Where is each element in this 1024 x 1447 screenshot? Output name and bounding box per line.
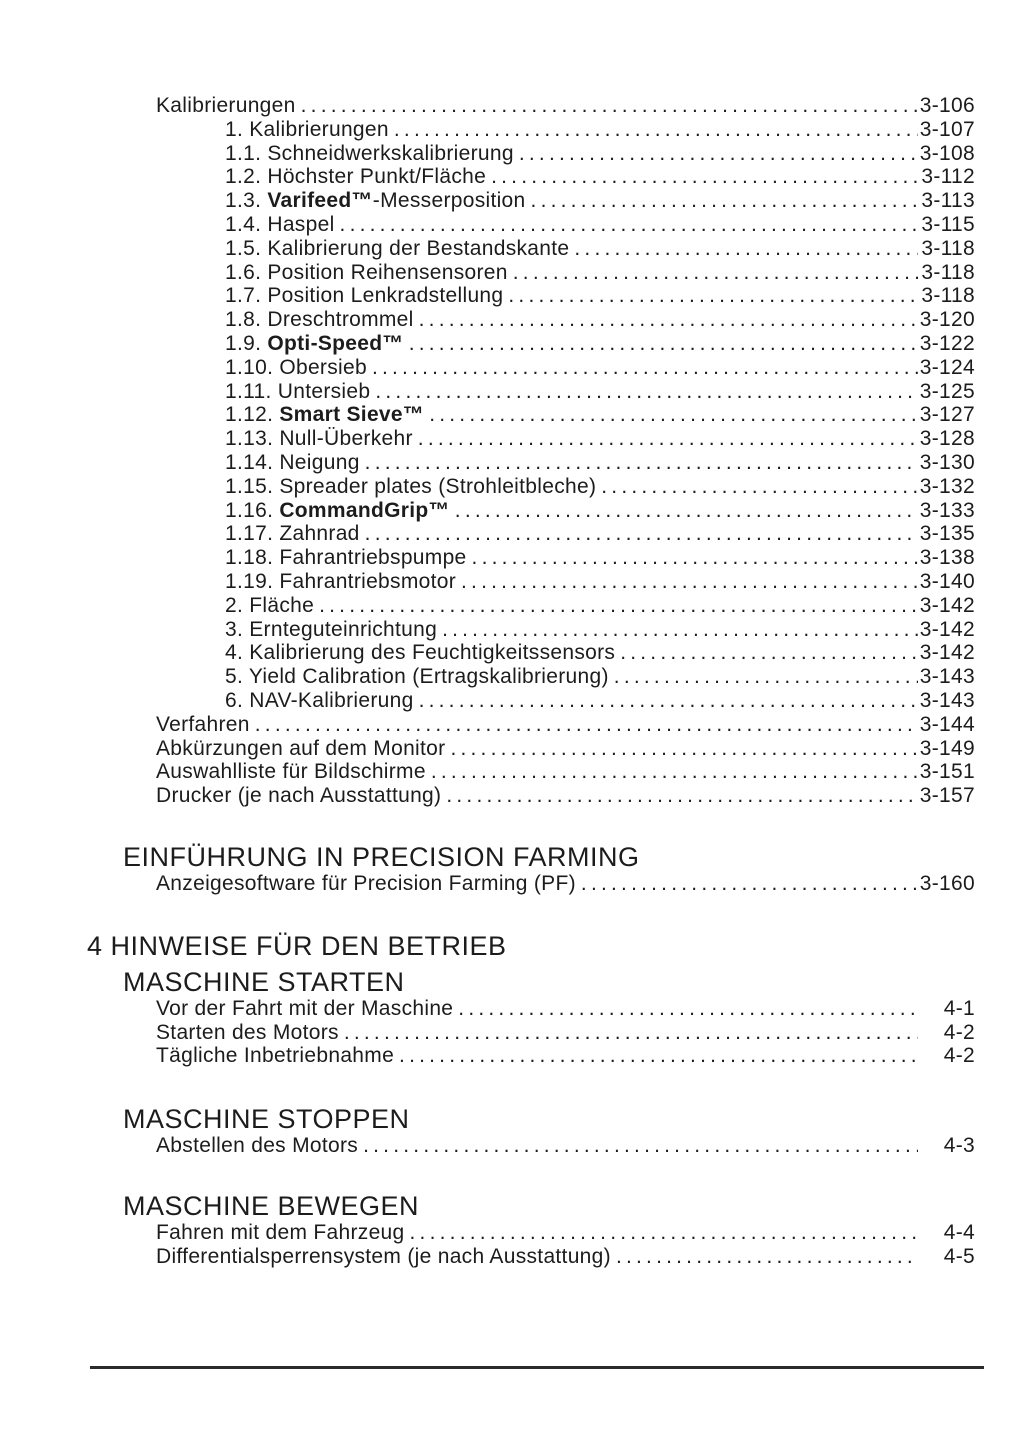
toc-entry-text: 1.15. Spreader plates (Strohleitbleche) — [225, 474, 597, 498]
toc-entry-label — [225, 213, 335, 237]
page-number: 3-127 — [919, 403, 975, 427]
toc-entry-label — [156, 760, 426, 784]
toc-entry — [225, 570, 975, 594]
toc-entry — [225, 261, 975, 285]
toc-entry — [225, 237, 975, 261]
toc-entry — [225, 189, 975, 213]
dot-leader — [367, 356, 918, 380]
toc-entry-brand-text: Opti-Speed™ — [267, 331, 404, 355]
toc-entry-text: 1.8. Dreschtrommel — [225, 308, 414, 332]
dot-leader — [526, 189, 918, 213]
toc-entry-text: Verfahren — [156, 712, 250, 736]
toc-entry-label — [225, 546, 467, 570]
page-number: 3-135 — [919, 522, 975, 546]
dot-leader — [250, 713, 918, 737]
dot-leader — [404, 332, 918, 356]
dot-leader — [360, 451, 918, 475]
dot-leader — [615, 641, 918, 665]
dot-leader — [441, 784, 917, 808]
toc-entry — [156, 94, 975, 118]
section-heading: MASCHINE STOPPEN — [123, 1104, 410, 1135]
page-number: 3-118 — [921, 284, 975, 308]
toc-entry — [225, 213, 975, 237]
footer-rule — [90, 1366, 984, 1369]
toc-entry-text: 1.16. — [225, 498, 280, 522]
dot-leader — [426, 760, 918, 784]
toc-entry — [225, 165, 975, 189]
dot-leader — [456, 570, 918, 594]
toc-entry — [156, 760, 975, 784]
toc-entry-label — [225, 237, 569, 261]
dot-leader — [486, 165, 918, 189]
toc-entry-text: 1.14. Neigung — [225, 450, 360, 474]
toc-entry-text: Starten des Motors — [156, 1020, 339, 1044]
dot-leader — [414, 308, 918, 332]
page-number: 4-5 — [943, 1244, 975, 1268]
toc-entry — [156, 737, 975, 761]
toc-entry-label — [156, 713, 250, 737]
section-heading: MASCHINE BEWEGEN — [123, 1190, 420, 1221]
dot-leader — [339, 1021, 918, 1045]
dot-leader — [394, 1044, 918, 1068]
page-number: 4-3 — [943, 1134, 975, 1158]
toc-entry-label — [225, 570, 456, 594]
dot-leader — [503, 284, 918, 308]
toc-entry-label — [156, 1245, 611, 1269]
toc-entry-text: 1.5. Kalibrierung der Bestandskante — [225, 236, 570, 260]
toc-entry-label — [225, 189, 526, 213]
toc-entry-text: 4. Kalibrierung des Feuchtigkeitssensors — [225, 641, 616, 665]
toc-entry — [225, 451, 975, 475]
toc-entry-text: Abkürzungen auf dem Monitor — [156, 736, 446, 760]
toc-entry — [225, 522, 975, 546]
page-number: 3-118 — [921, 236, 975, 260]
toc-entry-label — [156, 737, 445, 761]
toc-entry — [156, 997, 975, 1021]
toc-entry — [156, 784, 975, 808]
dot-leader — [467, 546, 918, 570]
toc-entry-text: Kalibrierungen — [156, 94, 296, 117]
dot-leader — [296, 94, 918, 118]
toc-entry — [225, 499, 975, 523]
toc-entry — [225, 118, 975, 142]
toc-entry-text: Tägliche Inbetriebnahme — [156, 1044, 395, 1068]
page-number: 4-1 — [943, 996, 975, 1020]
toc-entry-label — [225, 427, 413, 451]
toc-entry-label — [225, 641, 615, 665]
toc-entry-text: 1.17. Zahnrad — [225, 522, 360, 546]
toc-entry-label — [225, 499, 450, 523]
toc-entry-label — [225, 522, 360, 546]
page-number: 3-125 — [919, 379, 975, 403]
toc-entry-label — [156, 997, 453, 1021]
toc-entry-text: 1.4. Haspel — [225, 212, 335, 236]
toc-entry-label — [225, 165, 486, 189]
toc-entry — [225, 380, 975, 404]
page-number: 3-122 — [919, 331, 975, 355]
toc-entry — [225, 665, 975, 689]
toc-entry-brand-text: Varifeed™ — [267, 189, 373, 213]
toc-entry-text: 1.19. Fahrantriebsmotor — [225, 569, 457, 593]
page-number: 4-2 — [943, 1044, 975, 1068]
section-heading: MASCHINE STARTEN — [123, 966, 405, 997]
toc-entry-label — [225, 118, 389, 142]
toc-entry-text: 6. NAV-Kalibrierung — [225, 688, 414, 712]
toc-entry-label — [225, 594, 314, 618]
page-number: 3-120 — [919, 308, 975, 332]
toc-entry-text: Abstellen des Motors — [156, 1134, 359, 1158]
toc-entry-label — [225, 284, 503, 308]
page-number: 3-144 — [919, 712, 975, 736]
toc-entry — [225, 618, 975, 642]
toc-entry-label — [225, 380, 370, 404]
toc-entry-label — [156, 1134, 358, 1158]
toc-entry-text: Drucker (je nach Ausstattung) — [156, 784, 442, 808]
page-number: 3-142 — [919, 641, 975, 665]
toc-entry — [156, 872, 975, 896]
chapter-heading: 4 HINWEISE FÜR DEN BETRIEB — [87, 930, 507, 961]
toc-entry — [225, 332, 975, 356]
toc-entry-text: -Messerposition — [372, 189, 526, 213]
toc-entry — [225, 356, 975, 380]
page-number: 4-2 — [943, 1020, 975, 1044]
dot-leader — [596, 475, 918, 499]
page-number: 3-140 — [919, 569, 975, 593]
dot-leader — [437, 618, 918, 642]
toc-entry-text: 1.6. Position Reihensensoren — [225, 260, 508, 284]
toc-entry-label — [225, 665, 609, 689]
dot-leader — [335, 213, 918, 237]
toc-entry-text: 5. Yield Calibration (Ertragskalibrierung) — [225, 665, 609, 689]
toc-entry-label — [156, 94, 296, 118]
page-number: 3-143 — [919, 665, 975, 689]
page-number: 3-138 — [919, 546, 975, 570]
page-number: 3-142 — [919, 617, 975, 641]
page-number: 3-143 — [919, 688, 975, 712]
page-number: 3-108 — [919, 141, 975, 165]
page-number: 4-4 — [943, 1220, 975, 1244]
toc-entry — [225, 308, 975, 332]
dot-leader — [611, 1245, 918, 1269]
toc-entry-text: 1.9. — [225, 331, 268, 355]
dot-leader — [413, 427, 918, 451]
toc-entry-label — [225, 403, 424, 427]
toc-entry-label — [225, 451, 360, 475]
dot-leader — [314, 594, 918, 618]
toc-entry — [225, 594, 975, 618]
toc-entry — [225, 546, 975, 570]
toc-entry-text: 1.12. — [225, 403, 280, 427]
dot-leader — [450, 499, 918, 523]
toc-entry-text: 1.11. Untersieb — [225, 379, 371, 403]
toc-entry-text: 1.18. Fahrantriebspumpe — [225, 546, 467, 570]
page-number: 3-132 — [919, 474, 975, 498]
toc-entry — [156, 1021, 975, 1045]
page-number: 3-133 — [919, 498, 975, 522]
toc-entry-text: 1.1. Schneidwerkskalibrierung — [225, 141, 514, 165]
page-number: 3-128 — [919, 427, 975, 451]
toc-content — [0, 94, 1024, 1268]
page-number: 3-151 — [919, 760, 975, 784]
toc-entry — [225, 284, 975, 308]
toc-entry-text: 2. Fläche — [225, 593, 315, 617]
toc-entry — [225, 475, 975, 499]
page-number: 3-115 — [921, 212, 975, 236]
dot-leader — [358, 1134, 918, 1158]
toc-entry — [156, 1221, 975, 1245]
toc-entry-text: Differentialsperrensystem (je nach Ausstattung) — [156, 1244, 611, 1268]
page-number: 3-130 — [919, 450, 975, 474]
dot-leader — [445, 737, 917, 761]
page-number: 3-106 — [919, 94, 975, 117]
page-number: 3-149 — [919, 736, 975, 760]
toc-entry-brand-text: CommandGrip™ — [279, 498, 450, 522]
dot-leader — [370, 380, 917, 404]
toc-entry-label — [156, 872, 576, 896]
dot-leader — [576, 872, 918, 896]
toc-entry-text: Fahren mit dem Fahrzeug — [156, 1220, 405, 1244]
dot-leader — [609, 665, 918, 689]
page-number: 3-157 — [919, 784, 975, 808]
page-number: 3-107 — [919, 117, 975, 141]
toc-entry — [156, 1134, 975, 1158]
toc-entry-label — [225, 689, 414, 713]
page-number: 3-124 — [919, 355, 975, 379]
dot-leader — [569, 237, 918, 261]
toc-entry-label — [156, 784, 441, 808]
dot-leader — [414, 689, 918, 713]
toc-entry-text: Auswahlliste für Bildschirme — [156, 760, 426, 784]
page-number: 3-113 — [921, 189, 975, 213]
dot-leader — [360, 522, 918, 546]
toc-entry-text: 1.3. — [225, 189, 268, 213]
toc-entry-label — [225, 332, 404, 356]
dot-leader — [405, 1221, 918, 1245]
page-number: 3-118 — [921, 260, 975, 284]
toc-entry-text: 1. Kalibrierungen — [225, 117, 389, 141]
dot-leader — [389, 118, 918, 142]
toc-entry-text: 1.10. Obersieb — [225, 355, 367, 379]
toc-entry-brand-text: Smart Sieve™ — [279, 403, 425, 427]
toc-entry-text: Anzeigesoftware für Precision Farming (PF) — [156, 871, 576, 895]
toc-entry-text: 3. Ernteguteinrichtung — [225, 617, 438, 641]
toc-entry-label — [225, 308, 414, 332]
toc-entry-label — [225, 356, 367, 380]
toc-entry-text: Vor der Fahrt mit der Maschine — [156, 996, 454, 1020]
toc-entry — [225, 142, 975, 166]
toc-entry — [225, 689, 975, 713]
toc-entry — [156, 713, 975, 737]
toc-entry-label — [156, 1221, 405, 1245]
toc-entry-label — [156, 1044, 394, 1068]
toc-entry — [156, 1044, 975, 1068]
page-number: 3-142 — [919, 593, 975, 617]
dot-leader — [514, 142, 918, 166]
toc-entry-text: 1.13. Null-Überkehr — [225, 427, 413, 451]
toc-entry-label — [225, 475, 596, 499]
toc-entry-text: 1.2. Höchster Punkt/Fläche — [225, 165, 487, 189]
section-heading: EINFÜHRUNG IN PRECISION FARMING — [123, 841, 640, 872]
toc-entry-label — [225, 142, 514, 166]
toc-entry-label — [225, 261, 508, 285]
toc-entry — [225, 427, 975, 451]
dot-leader — [424, 403, 918, 427]
toc-entry — [225, 641, 975, 665]
toc-entry-label — [225, 618, 437, 642]
toc-entry — [156, 1245, 975, 1269]
dot-leader — [508, 261, 918, 285]
toc-entry-text: 1.7. Position Lenkradstellung — [225, 284, 504, 308]
dot-leader — [453, 997, 918, 1021]
page-number: 3-112 — [921, 165, 975, 189]
toc-entry — [225, 403, 975, 427]
page-number: 3-160 — [919, 871, 975, 895]
toc-entry-label — [156, 1021, 339, 1045]
